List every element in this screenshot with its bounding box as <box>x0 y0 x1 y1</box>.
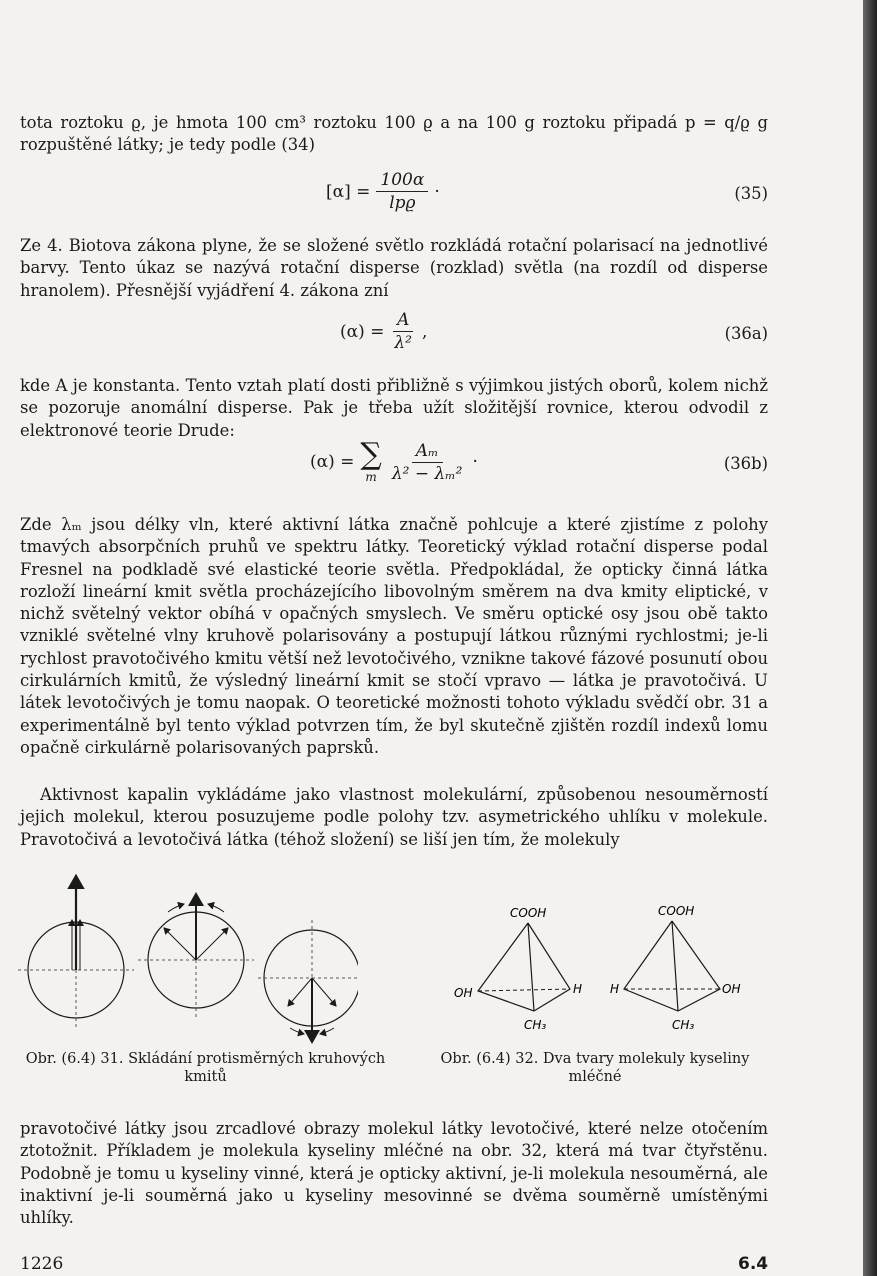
eq35-end: · <box>434 181 440 202</box>
eq36b-denominator: λ² − λₘ² <box>391 463 463 484</box>
eq36a-denominator: λ² <box>394 333 412 353</box>
equation-36b <box>20 437 768 506</box>
fig32-left-oh: OH <box>454 986 473 1000</box>
eq35-number: (35) <box>734 184 768 203</box>
figure-32-lactic-acid-forms <box>450 895 775 1043</box>
eq36b-fraction <box>388 441 467 484</box>
paragraph-4: Zde λₘ jsou délky vln, které aktivní látka značně pohlcuje a které zjistíme z polohy tmavých absorpčních pruhů ve spektru látky. Teoretický výklad rotační disperse podal Fresnel na podkladě své elastické teorie světla. Předpokládal, že opticky činná látka rozloží lineární kmit světla procházejícího libovolným směrem na dva kmity eliptické, v nichž světelný vektor obíhá v opačných smyslech. Ve směru optické osy jsou obě takto vzniklé světelné vlny kruhově polarisovány a postupují látkou různými rychlostmi; je-li rychlost pravotočivého kmitu větší než levotočivého, vznikne takové fázové posunutí obou cirkulárních kmitů, že výsledný lineární kmit se stočí vpravo — látka je pravotočivá. U látek levotočivých je tomu naopak. O teoretické možnosti tohoto výkladu svědčí obr. 31 a experimentálně byl tento výklad potvrzen tím, že byl skutečně zjištěn rozdíl indexů lomu opačně cirkulárně polarisovaných paprsků. <box>20 515 768 757</box>
paragraph-5: Aktivnost kapalin vykládáme jako vlastnost molekulární, způsobenou nesouměrností jejich molekul, kterou posuzujeme podle polohy tzv. asymetrického uhlíku v molekule. Pravotočivá a levotočivá látka (téhož složení) se liší jen tím, že molekuly <box>20 785 768 849</box>
eq36a-fraction <box>390 310 416 353</box>
figure-32-caption: Obr. (6.4) 32. Dva tvary molekuly kyseliny mléčné <box>440 1051 750 1085</box>
eq36b-end: · <box>472 452 478 472</box>
fig32-right-oh: OH <box>722 982 741 996</box>
eq35-numerator: 100α <box>376 170 428 192</box>
eq36b-sum <box>360 437 382 484</box>
eq36b-lhs: (α) = <box>310 452 355 472</box>
paragraph-3: kde A je konstanta. Tento vztah platí dosti přibližně s výjimkou jistých oborů, kolem nichž se pozoruje anomální disperse. Pak je třeba užít složitější rovnice, kterou odvodil z elektronové teorie Drude: <box>20 376 768 440</box>
eq36b-sum-index: m <box>365 470 377 484</box>
fig32-left-cooh: COOH <box>510 906 547 920</box>
paragraph-1: tota roztoku ϱ, je hmota 100 cm³ roztoku 100 ϱ a na 100 g roztoku připadá p = q/ϱ g rozpuštěné látky; je tedy podle (34) <box>20 113 768 155</box>
equation-35 <box>20 170 768 230</box>
fig31-circle-1 <box>18 876 134 1030</box>
figure-31-circular-vibrations <box>18 870 358 1045</box>
eq36a-number: (36a) <box>724 324 768 343</box>
paragraph-2: Ze 4. Biotova zákona plyne, že se složené světlo rozkládá rotační polarisací na jednotlivé barvy. Tento úkaz se nazývá rotační disperse (rozklad) světla (na rozdíl od disperse hranolem). Přesnější vyjádření 4. zákona zní <box>20 236 768 300</box>
eq35-denominator: lpϱ <box>389 193 416 213</box>
figure-31-caption: Obr. (6.4) 31. Skládání protisměrných kruhových kmitů <box>25 1051 386 1085</box>
fig32-left-ch3: CH₃ <box>524 1018 547 1032</box>
fig32-right-tetrahedron <box>610 904 740 1032</box>
fig32-left-h: H <box>573 982 583 996</box>
paragraph-6: pravotočivé látky jsou zrcadlové obrazy molekul látky levotočivé, které nelze otočením ztotožnit. Příkladem je molekula kyseliny mléčné na obr. 32, která má tvar čtyřstěnu. Podobně je tomu u kyseliny vinné, která je opticky aktivní, je-li molekula nesouměrná, ale inaktivní je-li souměrná jako u kyseliny mesovinné se dvěma souměrně umístěnými uhlíky. <box>20 1119 768 1228</box>
fig32-right-ch3: CH₃ <box>672 1018 695 1032</box>
scan-edge <box>863 0 877 1276</box>
eq35-fraction <box>376 170 428 213</box>
eq35-lhs: [α] = <box>326 181 371 202</box>
fig32-right-cooh: COOH <box>658 904 695 918</box>
eq36b-numerator: Aₘ <box>412 441 443 463</box>
fig32-right-h: H <box>610 982 620 996</box>
eq36a-end: , <box>422 321 428 342</box>
eq36a-lhs: (α) = <box>340 321 385 342</box>
fig32-left-tetrahedron <box>454 906 582 1032</box>
eq36b-number: (36b) <box>723 454 768 473</box>
equation-36a <box>20 310 768 370</box>
fig31-circle-3 <box>258 920 358 1042</box>
fig31-circle-2 <box>138 894 254 1020</box>
section-number: 6.4 <box>738 1254 769 1274</box>
page-number: 1226 <box>20 1254 64 1274</box>
eq36a-numerator: A <box>393 310 413 332</box>
eq36b-sum-sign: ∑ <box>360 437 382 472</box>
